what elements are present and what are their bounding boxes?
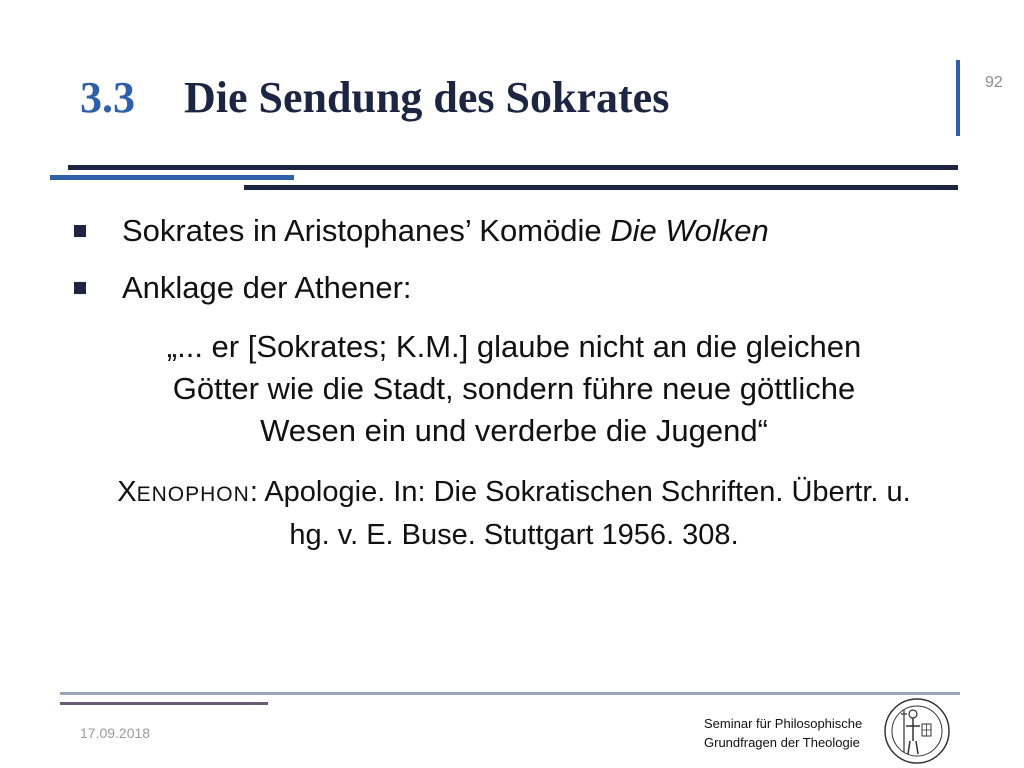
header-rule-accent xyxy=(50,175,294,180)
university-seal-icon xyxy=(882,696,952,766)
quote-line: „... er [Sokrates; K.M.] glaube nicht an die gleichen xyxy=(166,329,862,364)
bullet-text: Sokrates in Aristophanes’ Komödie Die Wolken xyxy=(122,213,769,248)
work-title: Die Wolken xyxy=(610,213,769,248)
footer-date: 17.09.2018 xyxy=(80,725,151,741)
citation-line: XENOPHON: Apologie. In: Die Sokratischen Schriften. Übertr. u. xyxy=(117,476,911,508)
square-bullet-icon xyxy=(74,225,86,237)
quote-block xyxy=(70,326,958,452)
footer-rule xyxy=(60,692,960,695)
author-name-smallcaps: ENOPHON xyxy=(136,483,250,506)
citation-line: hg. v. E. Buse. Stuttgart 1956. 308. xyxy=(289,519,739,551)
section-number: 3.3 xyxy=(80,73,135,122)
page-title: Die Sendung des Sokrates xyxy=(184,73,670,122)
quote-line: Götter wie die Stadt, sondern führe neue göttliche xyxy=(172,371,856,406)
header-rule-bottom xyxy=(244,185,958,190)
header-rule-top xyxy=(68,165,958,170)
page-number: 92 xyxy=(985,74,1003,91)
footer-rule-accent xyxy=(60,702,268,705)
footer-seminar-name: Seminar für Philosophische Grundfragen der Theologie xyxy=(704,716,863,750)
title-divider xyxy=(956,60,960,136)
square-bullet-icon xyxy=(74,282,86,294)
quote-line: Wesen ein und verderbe die Jugend“ xyxy=(260,413,768,448)
author-initial: X xyxy=(117,476,137,508)
citation-block xyxy=(70,472,958,555)
bullet-text: Anklage der Athener: xyxy=(122,270,412,305)
